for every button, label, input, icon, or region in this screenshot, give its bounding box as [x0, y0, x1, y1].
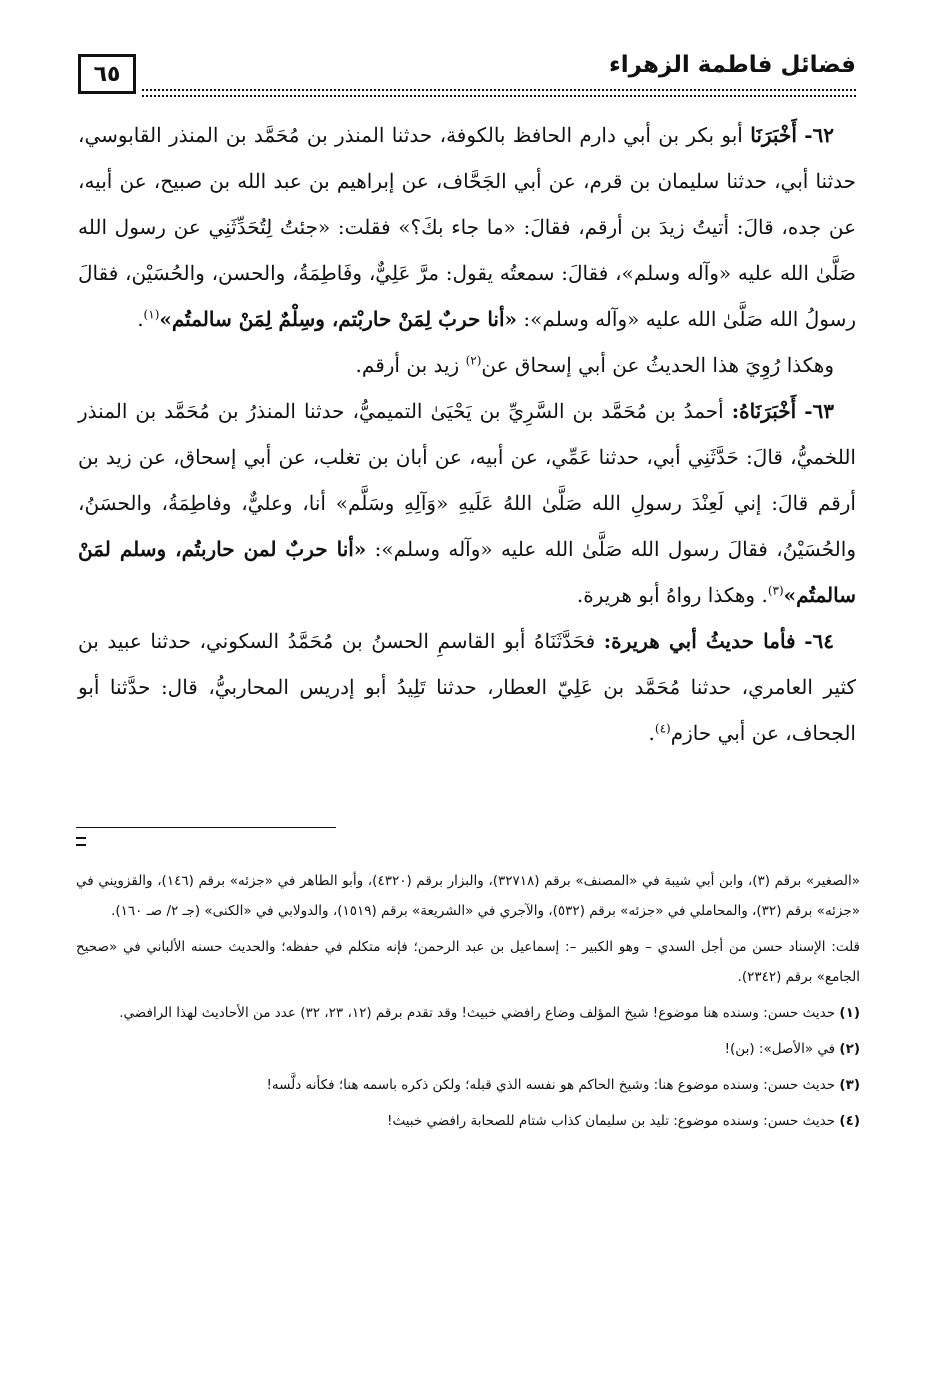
hadith-text-end: . وهكذا رواهُ أبو هريرة. [576, 583, 768, 607]
footnote-ref-4: (٤) [654, 721, 671, 736]
footnote-ref-3: (٣) [767, 583, 784, 598]
running-title: فضائل فاطمة الزهراء [609, 52, 856, 78]
hadith-number: ٦٢- [804, 123, 835, 147]
footnote-3 [76, 1070, 860, 1100]
narration-note [78, 342, 856, 388]
hadith-number: ٦٤- [804, 629, 834, 653]
sentence-end: . [648, 721, 655, 745]
footnote-text: في «الأصل»: (بن)! [724, 1041, 836, 1057]
footnote-ref-1: (١) [143, 307, 160, 322]
editor-comment: قلت: الإسناد حسن من أجل السدي – وهو الكبير –: إسماعيل بن عبد الرحمن؛ فإنه متكلم في حفظه؛ والحديث حسنه الألباني في «صحيح الجامع» برقم (٢٣٤٢). [76, 939, 860, 985]
hadith-62 [78, 112, 856, 342]
hadith-lead: أَخْبَرَنَاهُ: [731, 399, 797, 423]
separator-tick-lower [76, 844, 86, 846]
header-dotted-rule-lower [142, 95, 856, 97]
footnote-continuation: «الصغير» برقم (٣)، وابن أبي شيبة في «المصنف» برقم (٣٢٧١٨)، والبزار برقم (٤٣٢٠)، وأبو الطاهر في «جزئه» برقم (١٤٦)، والقزويني في «جزئه» برقم (٣٢)، والمحاملي في «جزئه» برقم (٥٣٢)، والآجري في «الشريعة» برقم (١٥١٩)، والدولابي في «الكنى» (جـ ٢/ صـ ١٦٠). [76, 873, 861, 919]
hadith-text: فحَدَّثَنَاهُ أبو القاسمِ الحسنُ بن مُحَمَّدُ السكوني، حدثنا عبيد بن كثير العامري، حدثنا مُحَمَّد بن عَلِيّ العطار، حدثنا تَلِيدُ أبو إدريس المحاربيُّ، قال: حدَّثنا أبو الجحاف، عن أبي حازم [78, 629, 856, 745]
footnote-number: (٢) [839, 1041, 860, 1057]
footnote-1 [76, 998, 860, 1028]
header-dotted-rule [142, 89, 856, 91]
footnote-text: حديث حسن: وسنده هنا موضوع! شيخ المؤلف وضاع رافضي خبيث! وقد تقدم برقم (١٢، ٢٣، ٣٢) عدد من الأحاديث لهذا الرافضي. [119, 1005, 836, 1021]
page-number-box [78, 54, 136, 94]
hadith-text: أحمدُ بن مُحَمَّد بن السَّرِيِّ بن يَحْيَىٰ التميميُّ، حدثنا المنذرُ بن مُحَمَّد بن المنذر اللخميُّ، قالَ: حَدَّثَنِي أبي، حدثنا عَمِّي، عن أبيه، عن أبان بن تغلب، عن أبي إسحاق، عن زيد بن أرقم قالَ: إني لَعِنْدَ رسولِ الله صَلَّىٰ اللهُ عَلَيهِ «وَآلِهِ وسَلَّم» أنا، وعليٌّ، وفاطِمَةُ، والحسَنُ، والحُسَيْنُ، فقالَ رسول الله صَلَّىٰ الله عليه «وآله وسلم»: [78, 399, 856, 561]
page-number: ٦٥ [93, 61, 121, 87]
sentence-end: . [137, 307, 144, 331]
footnote-4 [76, 1106, 860, 1136]
footnote-text: حديث حسن: وسنده موضوع هنا: وشيخ الحاكم هو نفسه الذي قبله؛ ولكن ذكره باسمه هنا؛ فكأنه دلَّسه! [266, 1077, 836, 1093]
page-header [78, 44, 856, 106]
footnotes [76, 866, 860, 1142]
footnote-text: حديث حسن: وسنده موضوع: تليد بن سليمان كذاب شتام للصحابة رافضي خبيث! [387, 1113, 836, 1129]
footnote-ref-2: (٢) [465, 353, 482, 368]
narration-text: وهكذا رُوِيَ هذا الحديثُ عن أبي إسحاق عن [481, 353, 834, 377]
hadith-quote: «أنا حربٌ لِمَنْ حاربْتم، وسِلْمٌ لِمَنْ سالمتُم» [159, 307, 518, 331]
hadith-number: ٦٣- [804, 399, 835, 423]
hadith-quote: «أنا حربٌ لمن حاربتُم، وسلم لمَنْ سالمتُم» [78, 537, 856, 607]
footnote-number: (٣) [839, 1077, 860, 1093]
main-text [78, 112, 856, 756]
narration-text-end: زيد بن أرقم. [355, 353, 460, 377]
footnote-separator [76, 827, 336, 828]
hadith-63 [78, 388, 856, 618]
footnote-2 [76, 1034, 860, 1064]
footnote-number: (٤) [839, 1113, 860, 1129]
hadith-lead: أَخْبَرَنَا [750, 123, 797, 147]
hadith-text: أبو بكر بن أبي دارم الحافظ بالكوفة، حدثنا المنذر بن مُحَمَّد بن المنذر القابوسي، حدثنا أبي، حدثنا سليمان بن قرم، عن أبي الجَحَّاف، عن إبراهيم بن عبد الله بن صبيح، عن أبيه، عن جده، قالَ: أتيتُ زيدَ بن أرقم، فقالَ: «ما جاء بكَ؟» فقلت: «جئتُ لِتُحَدِّثَنِي عن رسول الله صَلَّىٰ الله عليه «وآله وسلم»، فقالَ: سمعتُه يقول: مرَّ عَلِيٌّ، وفَاطِمَةُ، والحسن، والحُسَيْن، فقالَ رسولُ الله صَلَّىٰ الله عليه «وآله وسلم»: [78, 123, 857, 331]
footnote-number: (١) [839, 1005, 860, 1021]
hadith-lead: فأما حديثُ أبي هريرة: [603, 629, 796, 653]
separator-tick [76, 837, 86, 839]
hadith-64 [78, 618, 856, 756]
